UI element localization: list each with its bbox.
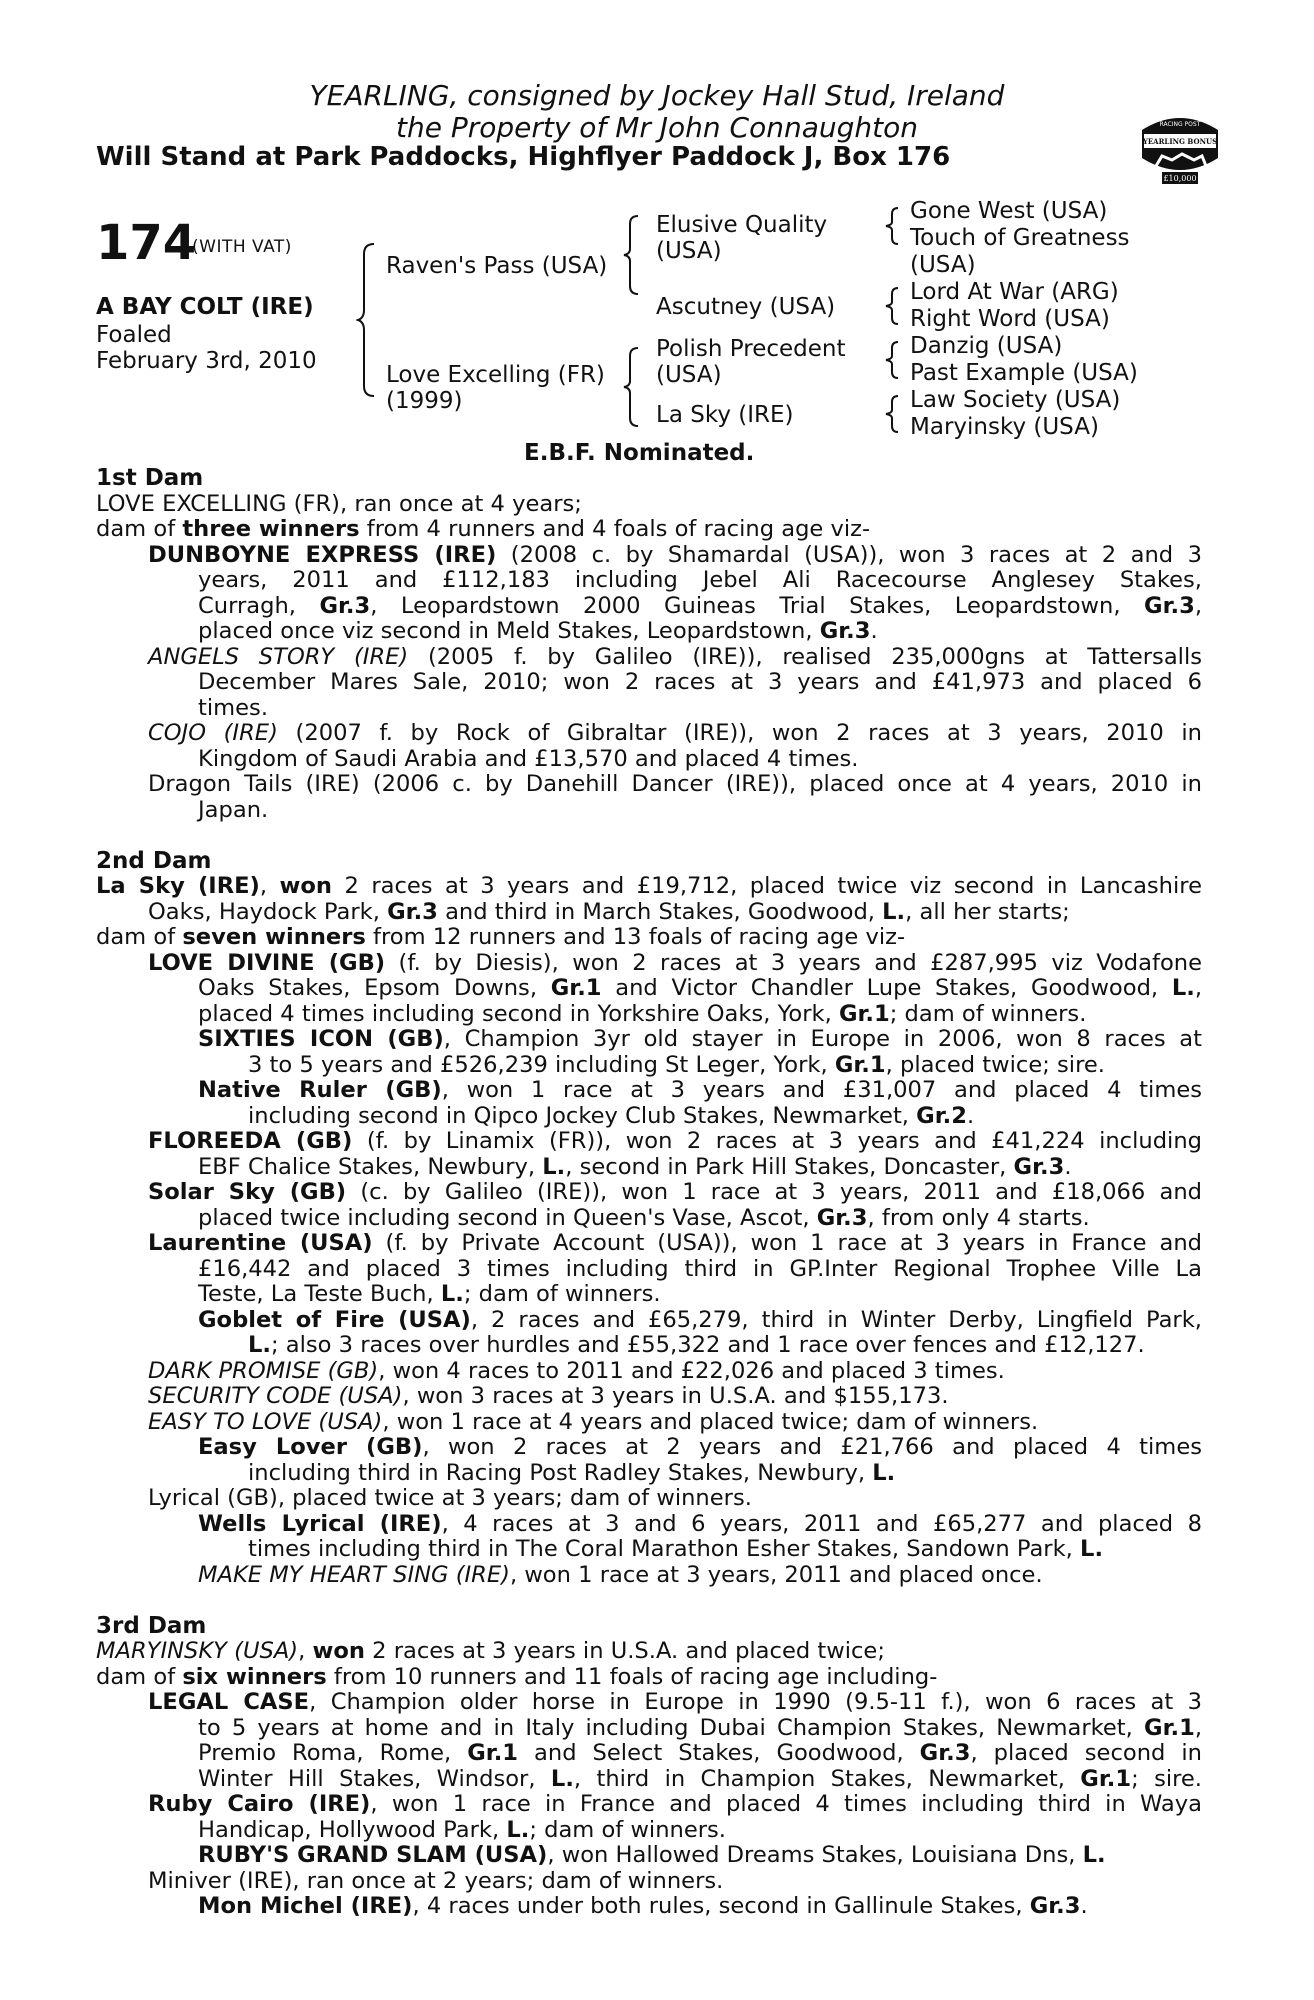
sire-sire-country: (USA) — [656, 238, 722, 264]
dds-name: Law Society (USA) — [910, 387, 1121, 413]
dam-year: (1999) — [386, 388, 463, 414]
dam2-line: Teste, La Teste Buch, L.; dam of winners. — [198, 1281, 661, 1307]
dam2-line: EBF Chalice Stakes, Newbury, L., second in Park Hill Stakes, Doncaster, Gr.3. — [198, 1153, 1072, 1180]
dam2-line: Oaks Stakes, Epsom Downs, Gr.1 and Victor Chandler Lupe Stakes, Goodwood, L., — [198, 976, 1202, 1001]
dam3-line: Miniver (IRE), ran once at 2 years; dam of winners. — [148, 1867, 724, 1894]
dam1-line: LOVE EXCELLING (FR), ran once at 4 years; — [96, 490, 582, 517]
sds-name: Lord At War (ARG) — [910, 279, 1119, 305]
dam2-line: Solar Sky (GB) (c. by Galileo (IRE)), won 1 race at 3 years, 2011 and £18,066 and — [148, 1180, 1202, 1205]
dam2-line: placed twice including second in Queen's Vase, Ascot, Gr.3, from only 4 starts. — [198, 1204, 1090, 1231]
vat-note: (WITH VAT) — [192, 237, 292, 257]
dam2-line: LOVE DIVINE (GB) (f. by Diesis), won 2 races at 3 years and £287,995 viz Vodafone — [148, 950, 1202, 976]
dam3-line: dam of six winners from 10 runners and 11 foals of racing age including- — [96, 1663, 938, 1690]
dam2-line: Native Ruler (GB), won 1 race at 3 years and £31,007 and placed 4 times — [198, 1078, 1202, 1103]
dam3-line: Winter Hill Stakes, Windsor, L., third in Champion Stakes, Newmarket, Gr.1; sire. — [198, 1766, 1202, 1792]
property-line: the Property of Mr John Connaughton — [395, 111, 919, 144]
dam1-line: placed once viz second in Meld Stakes, Leopardstown, Gr.3. — [198, 618, 878, 644]
first-dam-heading: 1st Dam — [96, 465, 204, 491]
dam-name: Love Excelling (FR) — [386, 362, 605, 388]
dam1-line: years, 2011 and £112,183 including Jebel Ali Racecourse Anglesey Stakes, — [198, 568, 1202, 593]
dam-sire-country: (USA) — [656, 362, 722, 388]
lot-title: A BAY COLT (IRE) — [96, 294, 314, 320]
sdd-name: Right Word (USA) — [910, 306, 1110, 332]
dsd-name: Past Example (USA) — [910, 360, 1138, 386]
pedigree-brace-sire — [622, 212, 646, 298]
dam2-line: MAKE MY HEART SING (IRE), won 1 race at 3 years, 2011 and placed once. — [198, 1561, 1043, 1588]
dam3-line: Mon Michel (IRE), 4 races under both rules, second in Gallinule Stakes, Gr.3. — [198, 1893, 1088, 1919]
pedigree-brace-sd — [884, 284, 906, 328]
dam2-line: SECURITY CODE (USA), won 3 races at 3 years in U.S.A. and $155,173. — [148, 1383, 949, 1409]
ddd-name: Maryinsky (USA) — [910, 414, 1099, 440]
dam2-line: FLOREEDA (GB) (f. by Linamix (FR)), won 2 races at 3 years and £41,224 including — [148, 1129, 1202, 1154]
yearling-bonus-badge-icon — [1136, 100, 1224, 188]
dam1-line: times. — [198, 694, 268, 721]
sire-name: Raven's Pass (USA) — [386, 253, 608, 279]
dam2-line: La Sky (IRE), won 2 races at 3 years and £19,712, placed twice viz second in Lancashire — [96, 874, 1202, 899]
dss-name: Danzig (USA) — [910, 333, 1063, 359]
dam1-line: December Mares Sale, 2010; won 2 races at 3 years and £41,973 and placed 6 — [198, 670, 1202, 695]
dam2-line: placed 4 times including second in Yorkshire Oaks, York, Gr.1; dam of winners. — [198, 1000, 1087, 1027]
badge-mid-text: YEARLING BONUS — [1142, 137, 1218, 146]
sire-sire-name: Elusive Quality — [656, 212, 828, 238]
consignment-line: YEARLING, consigned by Jockey Hall Stud, Ireland — [309, 79, 1005, 112]
dam1-line: Kingdom of Saudi Arabia and £13,570 and placed 4 times. — [198, 745, 859, 772]
dam3-line: to 5 years at home and in Italy including Dubai Champion Stakes, Newmarket, Gr.1, — [198, 1715, 1202, 1741]
sire-dam-name: Ascutney (USA) — [656, 294, 836, 320]
dam1-line: COJO (IRE) (2007 f. by Rock of Gibraltar (IRE)), won 2 races at 3 years, 2010 in — [148, 721, 1202, 746]
sss-name: Gone West (USA) — [910, 198, 1108, 224]
dam2-line: Goblet of Fire (USA), 2 races and £65,279, third in Winter Derby, Lingfield Park, — [198, 1307, 1202, 1333]
dam1-line: Japan. — [198, 796, 269, 823]
lot-number: 174 — [96, 215, 197, 271]
produce-record — [96, 466, 1202, 1920]
dam3-line: LEGAL CASE, Champion older horse in Europe in 1990 (9.5-11 f.), won 6 races at 3 — [148, 1690, 1202, 1715]
badge-amount-text: £10,000 — [1163, 174, 1197, 183]
ssd-name: Touch of Greatness — [910, 225, 1130, 251]
dam1-line: Curragh, Gr.3, Leopardstown 2000 Guineas Trial Stakes, Leopardstown, Gr.3, — [198, 593, 1202, 619]
pedigree-brace-ss — [884, 204, 906, 248]
pedigree-brace-dam — [622, 344, 646, 430]
pedigree-brace-main — [356, 240, 386, 400]
dam3-line: MARYINSKY (USA), won 2 races at 3 years in U.S.A. and placed twice; — [96, 1638, 885, 1664]
ebf-nominated: E.B.F. Nominated. — [524, 440, 755, 466]
dam2-line: L.; also 3 races over hurdles and £55,322 and 1 race over fences and £12,127. — [248, 1332, 1145, 1358]
stand-location: Will Stand at Park Paddocks, Highflyer Paddock J, Box 176 — [96, 142, 951, 172]
dam2-line: times including third in The Coral Marathon Esher Stakes, Sandown Park, L. — [248, 1536, 1104, 1562]
dam3-line: Premio Roma, Rome, Gr.1 and Select Stakes, Goodwood, Gr.3, placed second in — [198, 1741, 1202, 1766]
dam2-line: Oaks, Haydock Park, Gr.3 and third in March Stakes, Goodwood, L., all her starts; — [148, 898, 1070, 925]
dam1-line: dam of three winners from 4 runners and 4 foals of racing age viz- — [96, 516, 871, 542]
dam2-line: dam of seven winners from 12 runners and 13 foals of racing age viz- — [96, 924, 906, 950]
third-dam-heading: 3rd Dam — [96, 1612, 207, 1639]
dam3-line: RUBY'S GRAND SLAM (USA), won Hallowed Dreams Stakes, Louisiana Dns, L. — [198, 1842, 1106, 1868]
dam3-line: Ruby Cairo (IRE), won 1 race in France and placed 4 times including third in Waya — [148, 1792, 1202, 1817]
dam2-line: Wells Lyrical (IRE), 4 races at 3 and 6 years, 2011 and £65,277 and placed 8 — [198, 1511, 1202, 1537]
dam1-line: Dragon Tails (IRE) (2006 c. by Danehill Dancer (IRE)), placed once at 4 years, 2010 in — [148, 772, 1202, 797]
dam2-line: Lyrical (GB), placed twice at 3 years; dam of winners. — [148, 1485, 752, 1511]
dam2-line: SIXTIES ICON (GB), Champion 3yr old stayer in Europe in 2006, won 8 races at — [198, 1027, 1202, 1052]
dam-sire-name: Polish Precedent — [656, 336, 846, 362]
dam2-line: Easy Lover (GB), won 2 races at 2 years and £21,766 and placed 4 times — [198, 1435, 1202, 1460]
dam2-line: EASY TO LOVE (USA), won 1 race at 4 years and placed twice; dam of winners. — [148, 1408, 1039, 1435]
dam3-line: Handicap, Hollywood Park, L.; dam of winners. — [198, 1816, 726, 1843]
foaled-label: Foaled — [96, 322, 172, 348]
dam2-line: DARK PROMISE (GB), won 4 races to 2011 and £22,026 and placed 3 times. — [148, 1357, 1005, 1384]
second-dam-heading: 2nd Dam — [96, 847, 212, 874]
dam2-line: including third in Racing Post Radley Stakes, Newbury, L. — [248, 1459, 896, 1486]
dam-dam-name: La Sky (IRE) — [656, 402, 794, 428]
foaled-date: February 3rd, 2010 — [96, 348, 317, 374]
dam1-line: ANGELS STORY (IRE) (2005 f. by Galileo (IRE)), realised 235,000gns at Tattersalls — [148, 644, 1202, 670]
ssd-country: (USA) — [910, 252, 976, 278]
dam2-line: £16,442 and placed 3 times including third in GP.Inter Regional Trophee Ville La — [198, 1256, 1202, 1282]
badge-top-text: RACING POST — [1159, 121, 1201, 128]
dam2-line: 3 to 5 years and £526,239 including St Leger, York, Gr.1, placed twice; sire. — [248, 1051, 1105, 1078]
pedigree-brace-ds — [884, 338, 906, 382]
pedigree-brace-dd — [884, 392, 906, 436]
dam2-line: including second in Qipco Jockey Club Stakes, Newmarket, Gr.2. — [248, 1102, 975, 1129]
dam1-line: DUNBOYNE EXPRESS (IRE) (2008 c. by Shamardal (USA)), won 3 races at 2 and 3 — [148, 542, 1202, 568]
dam2-line: Laurentine (USA) (f. by Private Account (USA)), won 1 race at 3 years in France and — [148, 1231, 1202, 1256]
